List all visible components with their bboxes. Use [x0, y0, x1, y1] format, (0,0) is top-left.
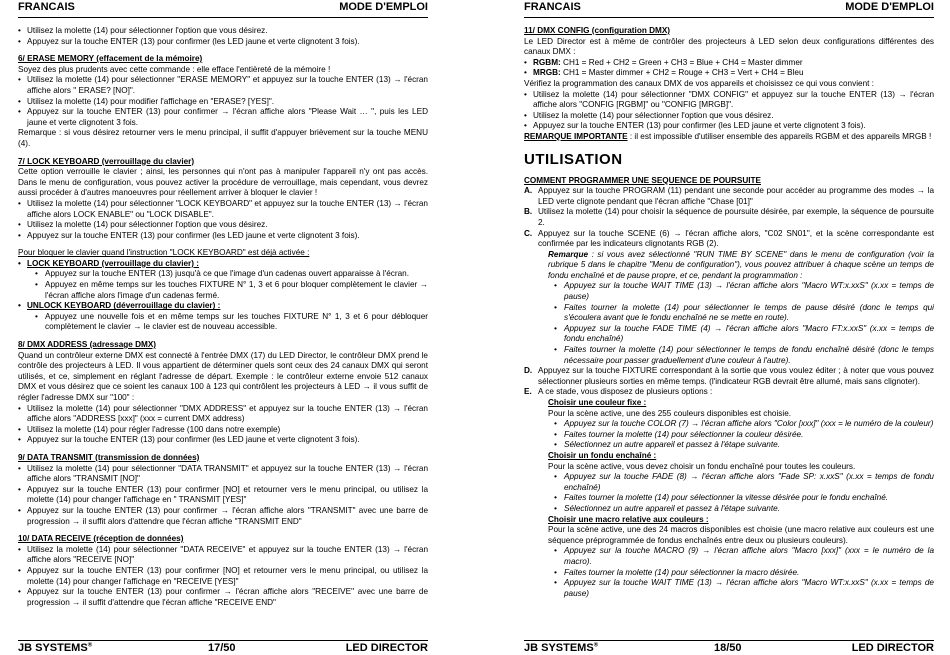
- bullet-item: • Utilisez la molette (14) pour sélectionner l'option que vous désirez.: [18, 26, 428, 37]
- bullet-item: • Appuyez sur la touche WAIT TIME (13) → l'écran affiche alors "Macro WT:x.xxS" (x.xx = temps de pause): [524, 578, 934, 599]
- section-heading: 10/ DATA RECEIVE (réception de données): [18, 534, 184, 544]
- bullet-item: • Appuyez une nouvelle fois et en même temps sur les touches FIXTURE N° 1, 3 et 6 pour débloquer complètement le clavier → le clavier est de nouveau accessible.: [18, 312, 428, 333]
- paragraph: Pour la scène active, vous devez choisir un fondu enchaîné pour toutes les couleurs.: [548, 461, 856, 471]
- section-heading: 8/ DMX ADDRESS (adressage DMX): [18, 340, 157, 350]
- bullet-item: • Appuyez sur la touche MACRO (9) → l'écran affiche alors "Macro [xxx]" (xxx = le numéro de la macro).: [524, 546, 934, 567]
- bullet-item: • Faites tourner la molette (14) pour sélectionner la couleur désirée.: [524, 430, 934, 441]
- remark: [524, 132, 934, 143]
- header-title: MODE D'EMPLOI: [845, 1, 934, 13]
- bullet-item: • Appuyez sur la touche ENTER (13) pour confirmer → l'écran affiche alors "Please Wait … ", puis les LED jaune et verte clignotent 3 fois.: [18, 107, 428, 128]
- bullet-item: • Appuyez sur la touche FADE (8) → l'écran affiche alors "Fade SP: x.xxS" (x.xx = temps de fondu enchaîné): [524, 472, 934, 493]
- bullet-item: • Appuyez sur la touche ENTER (13) pour confirmer (les LED jaune et verte clignotent 3 fois).: [18, 435, 428, 446]
- paragraph: Le LED Director est à même de contrôler des projecteurs à LED selon deux configurations différentes des canaux DMX :: [524, 36, 934, 57]
- config-name: MRGB:: [533, 68, 561, 78]
- step-letter: C.: [524, 228, 533, 238]
- page-body: [18, 26, 428, 608]
- footer-page-number: 17/50: [208, 642, 236, 654]
- page-header: [18, 0, 428, 18]
- footer-brand: JB SYSTEMS®: [524, 642, 599, 654]
- remark-label: REMARQUE IMPORTANTE: [524, 131, 628, 141]
- paragraph: Pour la scène active, une des 24 macros disponibles est choisie (une macro relative aux couleurs est une séquence préprogrammée de fondus enchaînés entre deux ou plusieurs couleurs).: [548, 525, 934, 545]
- step-item: [524, 387, 934, 398]
- footer-product: LED DIRECTOR: [851, 642, 934, 654]
- sub-heading-text: UNLOCK KEYBOARD (déverrouillage du clavier) :: [27, 301, 221, 311]
- step-letter: E.: [524, 387, 532, 397]
- section-heading: 9/ DATA TRANSMIT (transmission de données): [18, 452, 200, 462]
- section-heading: 7/ LOCK KEYBOARD (verrouillage du clavier): [18, 156, 195, 166]
- bullet-item: • Appuyez sur la touche ENTER (13) pour confirmer → l'écran affiche alors "TRANSMIT" avec une barre de progression → il suffit alors d'attendre que l'écran affiche "TRANSMIT END": [18, 506, 428, 527]
- page-header: [524, 0, 934, 18]
- bullet-item: • Appuyez sur la touche WAIT TIME (13) → l'écran affiche alors "Macro WT:x.xxS" (x.xx = temps de pause): [524, 281, 934, 302]
- chapter-title: UTILISATION: [524, 150, 623, 168]
- step-text: Appuyez sur la touche PROGRAM (11) pendant une seconde pour accéder au programme des modes → la LED verte clignote pendant que l'écran affiche "Chase [01]": [538, 186, 934, 206]
- remark-label: Remarque: [548, 249, 589, 259]
- config-name: RGBM:: [533, 57, 561, 67]
- page-footer: [18, 640, 428, 655]
- bullet-item: • Utilisez la molette (14) pour sélectionner "ERASE MEMORY" et appuyez sur la touche ENTER (13) → l'écran affiche alors " ERASE? [NO]".: [18, 75, 428, 96]
- page-footer: [524, 640, 934, 655]
- bullet-item: [524, 58, 934, 69]
- bullet-item: • Appuyez sur la touche ENTER (13) jusqu'à ce que l'image d'un cadenas ouvert apparaisse à l'écran.: [18, 269, 428, 280]
- paragraph: Pour bloquer le clavier quand l'instruction "LOCK KEYBOARD" est déjà activée :: [18, 248, 310, 258]
- paragraph: Soyez des plus prudents avec cette commande : elle efface l'entièreté de la mémoire !: [18, 64, 331, 74]
- step-text: Appuyez sur la touche FIXTURE correspondant à la sortie que vous voulez éditer ; à noter que vous pouvez sélectionner plusieurs sorties en même temps. (l'indicateur RGB devrait être allumé, mais sans clignoter).: [538, 366, 934, 386]
- paragraph: Cette option verrouille le clavier ; ainsi, les personnes qui n'ont pas à manipuler l'appareil n'y ont pas accès. Dans le menu de configuration, vous pouvez activer la procédure de verrouillage, mais cependant, vous devrez aussi procéder à d'autres manoeuvres pour réellement arriver à bloquer le clavier !: [18, 167, 428, 198]
- bullet-item: • Utilisez la molette (14) pour sélectionner "DATA TRANSMIT" et appuyez sur la touche ENTER (13) → l'écran affiche alors "TRANSMIT [NO]": [18, 464, 428, 485]
- sub-heading: [18, 301, 428, 312]
- bullet-item: • Appuyez sur la touche ENTER (13) pour confirmer → l'écran affiche alors "RECEIVE" avec une barre de progression → il suffit d'attendre que l'écran affiche "RECEIVE END": [18, 587, 428, 608]
- bullet-item: • Appuyez en même temps sur les touches FIXTURE N° 1, 3 et 6 pour bloquer complètement le clavier → l'écran affiche alors l'image d'un cadenas fermé.: [18, 280, 428, 301]
- header-title: MODE D'EMPLOI: [339, 1, 428, 13]
- bullet-item: • Appuyez sur la touche ENTER (13) pour confirmer (les LED jaune et verte clignotent 3 fois).: [18, 37, 428, 48]
- step-letter: D.: [524, 366, 533, 376]
- remark: [524, 250, 934, 282]
- bullet-item: [524, 68, 934, 79]
- header-language: FRANCAIS: [18, 1, 75, 13]
- footer-product: LED DIRECTOR: [345, 642, 428, 654]
- bullet-item: • Appuyez sur la touche COLOR (7) → l'écran affiche alors "Color [xxx]" (xxx = le numéro de la couleur): [524, 419, 934, 430]
- bullet-item: • Utilisez la molette (14) pour sélectionner "DMX CONFIG" et appuyez sur la touche ENTER (13) → l'écran affiche alors "CONFIG [RGBM]" ou "CONFIG [MRGB]".: [524, 90, 934, 111]
- subsection-heading: COMMENT PROGRAMMER UNE SEQUENCE DE POURSUITE: [524, 175, 761, 185]
- paragraph: Quand un contrôleur externe DMX est connecté à l'entrée DMX (17) du LED Director, le contrôleur DMX prend le contrôle des projecteurs à LED. Il vous appartient de déterminer quels sont ceux des 24 canaux DMX qui seront utilisés, et ce, simplement en réglant l'adresse de départ. Exemple : le contrôleur externe envoie 512 canaux DMX et vous désirez que ce soient les canaux 100 à 123 qui contrôlent les projecteurs à LED → il vous suffit de régler l'adresse DMX sur "100" :: [18, 350, 428, 402]
- paragraph: Vérifiez la programmation des canaux DMX de vos appareils et choisissez ce qui vous convient :: [524, 78, 874, 88]
- step-item: [524, 366, 934, 387]
- bullet-item: • Faites tourner la molette (14) pour sélectionner le temps de pause désiré (donc le temps qui s'écoulera avant que le fondu enchaîné ne se mette en route).: [524, 303, 934, 324]
- bullet-item: • Utilisez la molette (14) pour régler l'adresse (100 dans notre exemple): [18, 425, 428, 436]
- step-text: Appuyez sur la touche SCENE (6) → l'écran affiche alors, "C02 SN01", et la scène correspondante est confirmée par les indicateurs clignotants RGB (2).: [538, 228, 934, 249]
- bullet-item: • Faites tourner la molette (14) pour sélectionner la vitesse désirée pour le fondu enchaîné.: [524, 493, 934, 504]
- footer-brand: JB SYSTEMS®: [18, 642, 93, 654]
- remark-text: : il est impossible d'utiliser ensemble des appareils RGBM et des appareils MRGB !: [627, 131, 932, 141]
- page-body: [524, 26, 934, 599]
- bullet-item: • Utilisez la molette (14) pour sélectionner "DATA RECEIVE" et appuyez sur la touche ENTER (13) → l'écran affiche alors "RECEIVE [NO]": [18, 545, 428, 566]
- config-text: CH1 = Red + CH2 = Green + CH3 = Blue + CH4 = Master dimmer: [560, 57, 803, 67]
- option-heading: Choisir une macro relative aux couleurs :: [548, 514, 709, 524]
- section-heading: 11/ DMX CONFIG (configuration DMX): [524, 26, 671, 35]
- sub-heading-text: LOCK KEYBOARD (verrouillage du clavier) :: [27, 258, 199, 268]
- step-text: Utilisez la molette (14) pour choisir la séquence de poursuite désirée, par exemple, la séquence de poursuite 2.: [538, 207, 934, 227]
- step-letter: A.: [524, 186, 533, 196]
- bullet-item: • Utilisez la molette (14) pour sélectionner "LOCK KEYBOARD" et appuyez sur la touche ENTER (13) → l'écran affiche alors LOCK ENABLE" ou "LOCK DISABLE".: [18, 199, 428, 220]
- page-17: [18, 0, 428, 654]
- bullet-item: • Faites tourner la molette (14) pour sélectionner le temps de fondu enchaîné désiré (donc le temps nécessaire pour passer graduellement d'une couleur à l'autre).: [524, 345, 934, 366]
- footer-page-number: 18/50: [714, 642, 742, 654]
- section-heading: 6/ ERASE MEMORY (effacement de la mémoire): [18, 54, 203, 64]
- bullet-item: • Appuyez sur la touche ENTER (13) pour confirmer (les LED jaune et verte clignotent 3 fois).: [524, 121, 934, 132]
- bullet-item: • Utilisez la molette (14) pour modifier l'affichage en "ERASE? [YES]".: [18, 97, 428, 108]
- step-item: [524, 229, 934, 250]
- bullet-item: • Faites tourner la molette (14) pour sélectionner la macro désirée.: [524, 568, 934, 579]
- bullet-item: • Appuyez sur la touche FADE TIME (4) → l'écran affiche alors "Macro FT:x.xxS" (x.xx = temps de fondu enchaîné): [524, 324, 934, 345]
- paragraph: Pour la scène active, une des 255 couleurs disponibles est choisie.: [548, 408, 792, 418]
- bullet-item: • Utilisez la molette (14) pour sélectionner "DMX ADDRESS" et appuyez sur la touche ENTER (13) → l'écran affiche alors "ADDRESS [xxx]" (xxx = current DMX address): [18, 404, 428, 425]
- page-18: [524, 0, 934, 654]
- paragraph: Remarque : si vous désirez retourner vers le menu principal, il suffit d'appuyer brièvement sur la touche MENU (4).: [18, 128, 428, 148]
- header-language: FRANCAIS: [524, 1, 581, 13]
- sub-heading: [18, 259, 428, 270]
- bullet-item: • Utilisez la molette (14) pour sélectionner l'option que vous désirez.: [524, 111, 934, 122]
- step-item: [524, 186, 934, 207]
- step-letter: B.: [524, 207, 533, 217]
- bullet-item: • Sélectionnez un autre appareil et passez à l'étape suivante.: [524, 440, 934, 451]
- bullet-item: • Appuyez sur la touche ENTER (13) pour confirmer [NO] et retourner vers le menu principal, ou utilisez la molette (14) pour changer l'affichage en " TRANSMIT [YES]": [18, 485, 428, 506]
- option-heading: Choisir une couleur fixe :: [548, 398, 647, 407]
- remark-text: : si vous avez sélectionné "RUN TIME BY SCENE" dans le menu de configuration (voir la rubrique 5 dans le chapitre "Menu de configuration"), vous pouvez attribuer à chaque scène un temps de fondu enchaîné et de pause propre, et ce, pendant la programmation :: [548, 249, 934, 280]
- step-text: A ce stade, vous disposez de plusieurs options :: [538, 387, 713, 397]
- bullet-item: • Sélectionnez un autre appareil et passez à l'étape suivante.: [524, 504, 934, 515]
- step-item: [524, 207, 934, 228]
- option-heading: Choisir un fondu enchaîné :: [548, 450, 657, 460]
- bullet-item: • Appuyez sur la touche ENTER (13) pour confirmer (les LED jaune et verte clignotent 3 fois).: [18, 231, 428, 242]
- config-text: CH1 = Master dimmer + CH2 = Rouge + CH3 = Vert + CH4 = Bleu: [560, 68, 804, 78]
- bullet-item: • Utilisez la molette (14) pour sélectionner l'option que vous désirez.: [18, 220, 428, 231]
- bullet-item: • Appuyez sur la touche ENTER (13) pour confirmer [NO] et retourner vers le menu principal, ou utilisez la molette (14) pour changer l'affichage en "RECEIVE [YES]": [18, 566, 428, 587]
